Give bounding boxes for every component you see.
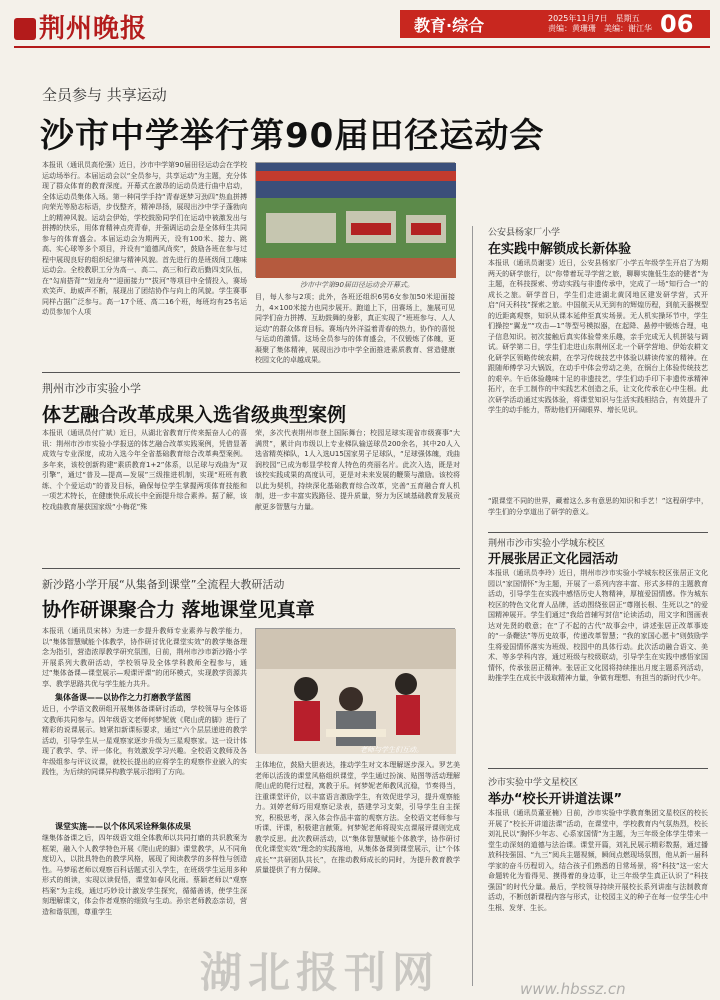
newspaper-logo — [14, 8, 147, 45]
site-watermark: 湖北报刊网 — [200, 948, 441, 997]
story2-bottom-rule — [42, 568, 460, 569]
side3-kicker: 沙市实验中学文星校区 — [488, 778, 579, 788]
stadium-photo-graphic — [256, 163, 456, 278]
story2-headline: 体艺融合改革成果入选省级典型案例 — [42, 404, 347, 426]
classroom-photo-graphic — [256, 629, 456, 754]
section-title: 教育·综合 — [414, 16, 485, 35]
story3-column-2: 主体地位，鼓励大胆表达，推动学生对文本理解逐步深入。罗艺美老师以活泼的课堂风格组织课堂，学生通过扮演、贴图等活动理解爬山虎的爬行过程，寓教于乐。何梦妮老师教风沉稳，节奏得当，注重课堂评价，以丰富语言激励学生，有效促进学习，提升观察能力。刘婷老师巧用观察记录表，搭建学习支架，引导学生自主探究，积极思考，深入体会作品丰富的观察方法。全校语文老师参与听课、评课，积极建言献策。何梦妮老师将现实点课展评课则完成教学反思。此次教研活动，以“集体智慧赋能个体教学，协作研讨优化课堂实效”理念的实践落地，从集体备课到课堂展示，让“个体成长”“共研团队共长”，在推动教师成长的同时，为提升教育教学质量提供了有力保障。 — [255, 761, 460, 874]
lead-photo — [255, 162, 455, 277]
lead-kicker: 全员参与 共享运动 — [42, 86, 167, 104]
side2-body: 本报讯（通讯员李玲）近日，荆州市沙市实验小学城东校区张居正文化园以“家国情怀”为主题，开展了一系列内容丰富、形式多样的主题教育活动，引导学生在实践中感悟历史人物精神，厚植爱国情感。作为城东校区的特色文化育人品牌，活动围绕张居正“尊刚长根、生死以之”的爱国精神展开。学生们通过“我给首辅写封信”论读活动，用文字和图画表达对先贤的敬意；在“了不起的古代”故事会中，讲述张居正改革事迹的“一条鞭法”等历史故事，传递改革智慧；“我的家国心愿卡”则鼓励学生将爱国情怀落实为班级、校园中的具体行动。此次活动融合语文、美术、等多学科内容，通过班级与校级联动，引导学生在实践中感悟家国情怀，传承张居正精神。张居正文化园将持续推出月度主题系列活动，助推学生在成长中汲取精神力量，争做有理想、有担当的新时代少年。 — [488, 569, 708, 682]
story3-kicker: 新沙路小学开展“从集备到课堂”全流程大教研活动 — [42, 578, 285, 591]
story3-column-1b: 近日，小学语文教研组开展集体备课研讨活动，学校领导与全体语文教师共同参与。四年级语文老师何梦妮就《爬山虎的脚》进行了精彩的说课展示。她紧扣新课标要求，通过“六个层层递进的教学活动，引导学生从一星观察家逐步升级为三星观察家。这一设计体现了教学、学、评一体化，有效激发学习兴趣。全校语文教师及各年级组参与评议议课，就校长提出的应将学生的观察作业嵌入的实践性，为后续的同课异构教学展示指明了方向。 — [42, 705, 247, 776]
editors-line: 责编：黄珊珊 美编：谢江华 — [548, 24, 652, 33]
masthead-divider — [14, 46, 710, 48]
page-number: 06 — [660, 10, 694, 38]
lead-column-1: 本报讯（通讯员高伦强）近日，沙市中学第90届田径运动会在学校运动场举行。本届运动会以“全员参与，共享运动”为主题，充分体现了群众体育的教育深度。开幕式在激昂的运动员进行曲中启动，全体运动员集体入场。第一种同学手持“青春逐梦习劲四”热血拼搏向荣光等励志标语，步伐整齐，精神昂扬，展现出沙中学子蓬勃向上的精神风貌。运动会伊始，学校鼓励同学们在运动中被激发出与拼搏的快乐，用体育精神点亮青春，并强调运动会是全体师生共同参与的体育盛会。本届运动会为期两天，设有100米、接力、跳高、实心球等多个项目，并设有“道德风尚奖”，鼓励各班在参与过程中展现良好的组织纪律与精神风貌。首先进行的是班级间工趣味运动会。全校教职工分为高一、高二、高三和行政后勤四支队伍，在“勾肩搭背”“划龙舟”“迎面接力”“拔河”等项目中全情投入，赛场欢笑声、助威声不断，展现出了团结协作与向上的风貌。学生赛事同样占据广泛参与。高一17个班、高二16个班，每班均有25名运动员参加个人项 — [42, 161, 247, 316]
column-divider — [472, 226, 473, 986]
issue-meta — [548, 14, 652, 34]
story3-headline: 协作研课聚合力 落地课堂见真章 — [42, 599, 315, 621]
story3-subhead-2: 课堂实施——以个体风采诠释集体成果 — [55, 822, 191, 831]
side2-kicker: 荆州市沙市实验小学城东校区 — [488, 539, 606, 549]
story3-subhead-1: 集体备课——以协作之力打磨教学蓝图 — [55, 693, 191, 702]
side1-bottom-rule — [488, 532, 708, 533]
lead-column-2: 目，每人参与2项；此外，各班还组织6男6女参加50米迎面接力，4×100米接力也同步展开。跑道上下，田赛场上，施展可见同学们奋力拼搏、互助鼓舞的身影，真正实现了“班班参与、人人运动”的群众体育目标。赛场内外洋溢着青春的热力，协作的喜悦与运动的激情。这场全员参与的体育盛会，不仅锻炼了体魄，更凝聚了集体精神，展现出沙市中学全面推进素质教育、营造健康校园文化的卓越成果。 — [255, 293, 455, 364]
lead-headline: 沙市中学举行第90届田径运动会 — [40, 116, 545, 156]
side3-headline: 举办“校长开讲道法课” — [488, 792, 623, 807]
issue-date: 2025年11月7日 星期五 — [548, 14, 640, 23]
side1-kicker: 公安县杨家厂小学 — [488, 228, 561, 238]
lead-bottom-rule — [42, 372, 460, 373]
story2-kicker: 荆州市沙市实验小学 — [42, 382, 141, 395]
side1-headline: 在实践中解锁成长新体验 — [488, 242, 632, 257]
side1-tail: “跟课堂不同的世界，藏着这么多有意思的知识和手艺！”这程研学中，学生们的分享道出了研学的意义。 — [488, 497, 708, 516]
lead-photo-caption: 沙市中学第90届田径运动会开幕式。 — [300, 281, 414, 289]
story2-column-2: 荣，多次代表荆州市登上国际舞台；校园足球实现省市级赛事“大满贯”，累计向市级以上专业梯队输送球员200余名，其中20人入选省精英梯队，1人入选U15国家男子足球队，“足球强体魄，戏曲润校园”已成为彰显学校育人特色的亮丽名片。此次入选，既是对该校实践成果的高度认可，更是对未来发展的鞭策与激励。该校将以此为契机，持续深化基础教育综合改革，完善“五育融合育人机制，进一步丰富实践路径、提升质量，努力为区域基础教育发展贡献更多智慧与力量。 — [255, 429, 460, 511]
site-watermark-url: www.hbssz.cn — [520, 980, 626, 998]
side3-body: 本报讯（通讯员董亚楠）日前，沙市实验中学教育集团文星校区的校长开展了“校长开讲道法课”活动，在课堂中，学校教育内气氛热烈，校长刘礼民以“胸怀少年志、心系家国情”为主题，为三年级全体学生带来一堂生动深刻的道德与法治课。课堂开篇，刘礼民展示精彩数据，通过播放科技强国、“九三”阅兵主题视频，瞬间点燃现场氛围，他从新一届科学家的奋斗历程切入，结合孩子们熟悉的日常场景，将“科技”这一宏大命题转化为看得见、摸得着的身边事，让三年级学生真正认识了“科技强国”的时代分量。最后，学校领导持续开展校长系列讲座与法制教育活动，不断创新课程内容与形式，让校园主义的种子在每一位学生心中生根、发芽、生长。 — [488, 809, 708, 912]
side2-bottom-rule — [488, 768, 708, 769]
side2-headline: 开展张居正文化园活动 — [488, 552, 619, 567]
story3-column-1a: 本报讯（通讯员宋林）为进一步提升教师专业素养与教学能力，以“集体智慧赋能个体教学，协作研讨优化课堂实效”的教学集备理念为指引，营造浓厚教学研究氛围，日前，荆州市沙市新沙路小学开展系列大教研活动，学校领导及全体学科教师全程参与，通过“集体备课—课堂展示—观课评课”的闭环模式，实现教学资源共享、教学思路共优与学生能力共升。 — [42, 627, 247, 688]
story2-column-1: 本报讯（通讯员付广斌）近日，从湖北省教育厅传来振奋人心的喜讯：荆州市沙市实验小学报送的体艺融合改革实践案例，凭借显著成效与专业深度，成功入选今年全省基础教育综合改革典型案例。多年来，该校创新构建“素质教育1+2”体系，以足球与戏曲为“双引擎”，通过“普及—提高—发展”三级推进机制，实现“班班有教练、个个爱运动”的普及目标，确保每位学生掌握两项体育技能和一项艺术特长，在健康快乐成长中全面提升综合素养。据了解，该校戏曲教育屡获国家级“小梅花”殊 — [42, 429, 247, 511]
side1-body: 本报讯（通讯员谢雯）近日，公安县杨家厂小学五年级学生开启了为期两天的研学旅行，以“你带着玩寻学营之旅，聊聊实施低生态的健者”为主题，在科技探索、劳动实践与非遗传承中，完成了一场“知行合一”的成长之旅。研学首日，学生们走进湖北黄冈地区建发研学营，式开启“问天科技”探索之旅。中国航天从无到有的辉煌历程，到航天器模型的近距离观察，知识从课本延伸至真实场景。无人机实操环节中，学生们操控“翼龙”“攻击—1”等型号模拟器，在起降、悬停中锻炼合理，电子信息知识。初次接触后真实体验带来乐趣，亲手完成无人机拼装与调试。研学第二日，学生们走进山东荆州区北一个研学营地、伊始农耕文化研学区领略传统农耕，在学习传统技艺中体验以耕读传家的精神。在跟随师傅学习大锅饭，在动手中体会劳动之美，在锅台上体验传统技艺的艰辛。午后体验趣味十足的非遗技艺，学生们动手印下非遗传承精神拓片，在手工制作的中实践艺术创造之乐，让文化传承在心中生根。此次研学活动通过实践体验，将课堂知识与生活实践相结合，有效提升了学生的动手能力，帮助他们开阔眼界、增长见识。 — [488, 259, 708, 414]
story3-photo — [255, 628, 455, 753]
story3-column-1c: 继集体备课之后，四年级语文组全体教师以共同打磨的共识教案为框架，融入个人教学特色开展《爬山虎的脚》课堂教学，从不同角度切入，以批具特色的教学风格，展现了阅读教学的多样性与创造性。马梦瑶老师以观察百科话题式引入学生，在班级学生运用多种形式的朗读，实现以读促悟，课堂如春风化雨。蔡颖老师以“观察档案”为主线，通过巧妙设计激发学生探究，循循善诱，使学生深刻理解课文，体会作者观察的细致与生动。孙宗老师教态亲切，营造和谐氛围，尊重学生 — [42, 834, 247, 916]
masthead — [0, 0, 720, 60]
story3-photo-caption: 老师与学生们互动。 — [360, 746, 423, 754]
logo-text: 荆州晚报 — [39, 14, 148, 44]
logo-mark-icon — [14, 18, 36, 40]
